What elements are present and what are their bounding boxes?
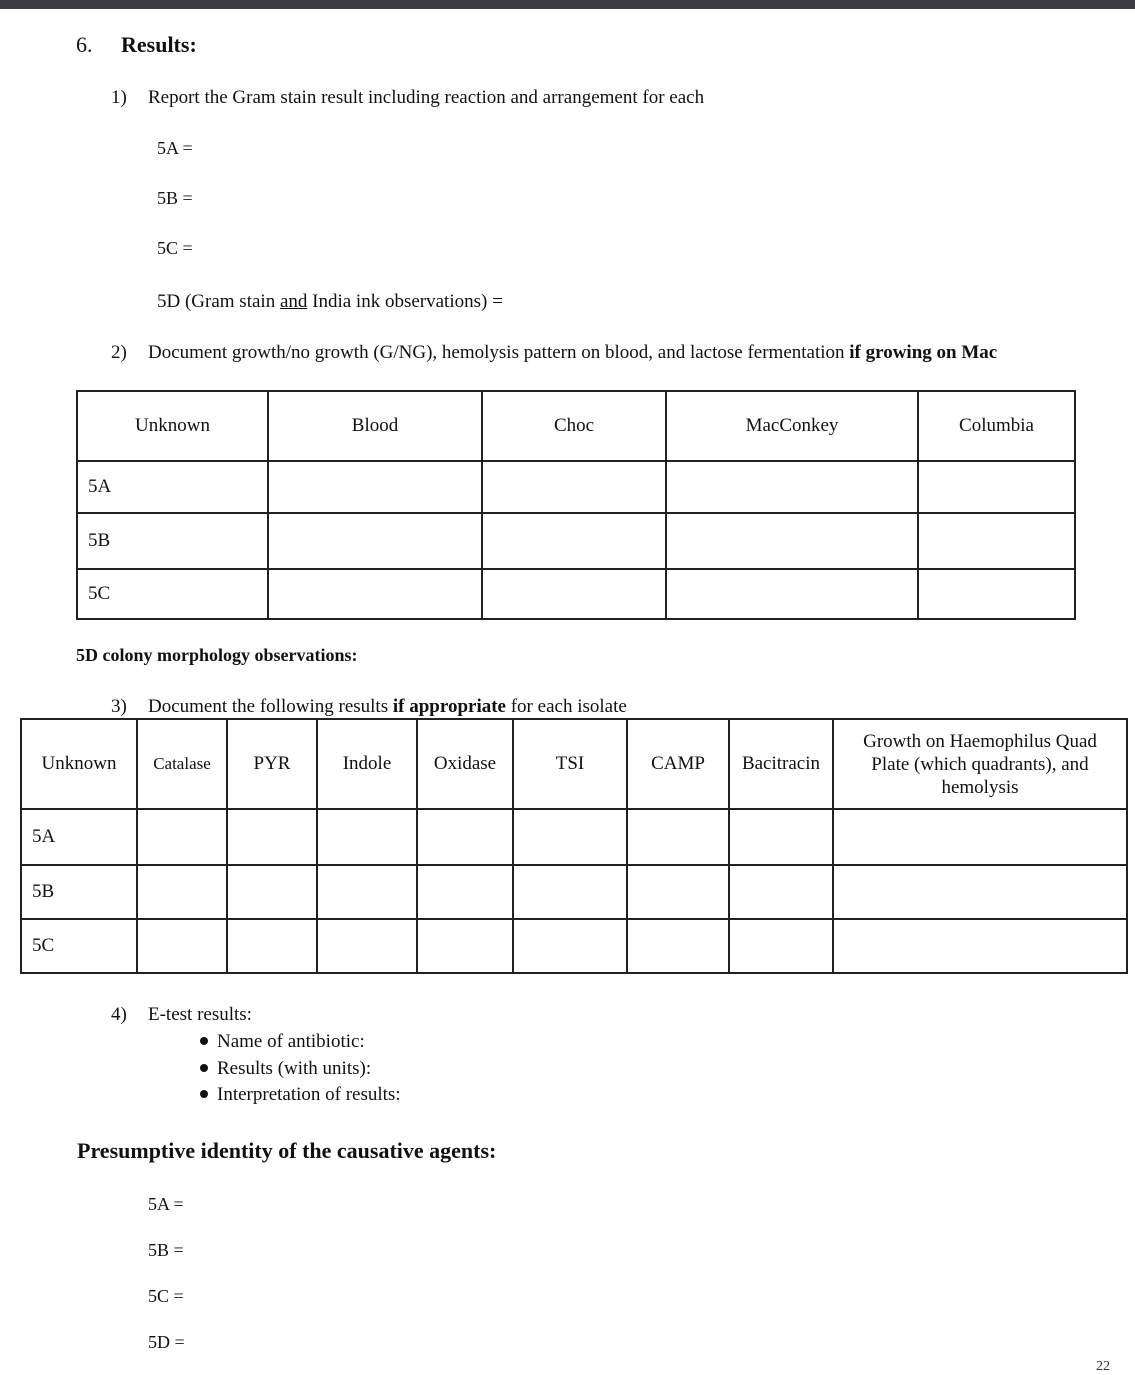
culture-row-label-5c: 5C <box>77 569 268 619</box>
q2-number: 2) <box>111 342 127 363</box>
biochem-cell[interactable] <box>729 865 833 919</box>
biochem-cell[interactable] <box>417 919 513 973</box>
bullet-icon <box>200 1064 208 1072</box>
biochem-cell[interactable] <box>317 919 417 973</box>
biochem-cell[interactable] <box>137 919 227 973</box>
biochem-cell[interactable] <box>833 919 1127 973</box>
identity-5a-line: 5A = <box>148 1194 184 1214</box>
biochem-row-label-5b: 5B <box>21 865 137 919</box>
q4-number: 4) <box>111 1004 127 1025</box>
q2-text-plain: Document growth/no growth (G/NG), hemolysis pattern on blood, and lactose fermentation <box>148 342 850 363</box>
culture-cell[interactable] <box>268 513 482 569</box>
biochem-cell[interactable] <box>513 865 627 919</box>
biochem-header-catalase: Catalase <box>137 719 227 809</box>
biochem-cell[interactable] <box>729 809 833 865</box>
biochem-cell[interactable] <box>137 809 227 865</box>
identity-5b-line: 5B = <box>148 1240 184 1260</box>
gram-5d-text-b: India ink observations) = <box>307 291 503 312</box>
section-number: 6. <box>76 32 93 57</box>
culture-table-header-row <box>77 391 1075 461</box>
identity-title: Presumptive identity of the causative agents: <box>77 1138 497 1163</box>
biochem-cell[interactable] <box>317 809 417 865</box>
q2-text <box>148 342 997 364</box>
biochem-header-camp: CAMP <box>627 719 729 809</box>
q3-text-plain: Document the following results <box>148 696 393 717</box>
culture-cell[interactable] <box>666 461 918 513</box>
etest-bullet <box>200 1058 371 1080</box>
biochem-cell[interactable] <box>627 865 729 919</box>
window-top-bar <box>0 0 1135 9</box>
biochem-header-tsi: TSI <box>513 719 627 809</box>
etest-bullet <box>200 1031 365 1053</box>
gram-5c-line: 5C = <box>157 238 193 258</box>
biochem-cell[interactable] <box>627 919 729 973</box>
morphology-label: 5D colony morphology observations: <box>76 645 358 665</box>
culture-header-columbia: Columbia <box>918 391 1075 461</box>
culture-table <box>76 390 1076 620</box>
biochem-header-bacitracin: Bacitracin <box>729 719 833 809</box>
biochem-table <box>20 718 1128 974</box>
etest-bullet-text: Results (with units): <box>217 1058 372 1079</box>
gram-5a-line: 5A = <box>157 138 193 158</box>
culture-row-label-5b: 5B <box>77 513 268 569</box>
culture-header-macconkey: MacConkey <box>666 391 918 461</box>
culture-cell[interactable] <box>268 461 482 513</box>
biochem-header-pyr: PYR <box>227 719 317 809</box>
biochem-header-indole: Indole <box>317 719 417 809</box>
q1-text: Report the Gram stain result including reaction and arrangement for each <box>148 87 705 108</box>
biochem-cell[interactable] <box>317 865 417 919</box>
biochem-row-label-5a: 5A <box>21 809 137 865</box>
biochem-cell[interactable] <box>417 809 513 865</box>
culture-cell[interactable] <box>918 569 1075 619</box>
biochem-table-row <box>21 865 1127 919</box>
biochem-header-oxidase: Oxidase <box>417 719 513 809</box>
biochem-header-haemophilus: Growth on Haemophilus Quad Plate (which quadrants), and hemolysis <box>833 719 1127 809</box>
biochem-cell[interactable] <box>513 919 627 973</box>
bullet-icon <box>200 1037 208 1045</box>
etest-bullet-text: Name of antibiotic: <box>217 1031 365 1052</box>
gram-5b-line: 5B = <box>157 188 193 208</box>
culture-header-choc: Choc <box>482 391 666 461</box>
biochem-cell[interactable] <box>833 809 1127 865</box>
biochem-table-row <box>21 809 1127 865</box>
culture-header-blood: Blood <box>268 391 482 461</box>
culture-cell[interactable] <box>918 513 1075 569</box>
section-title: Results: <box>121 32 197 57</box>
culture-table-row <box>77 513 1075 569</box>
biochem-table-header-row <box>21 719 1127 809</box>
culture-cell[interactable] <box>482 513 666 569</box>
gram-5d-line <box>157 291 503 313</box>
biochem-cell[interactable] <box>729 919 833 973</box>
biochem-cell[interactable] <box>833 865 1127 919</box>
identity-5c-line: 5C = <box>148 1286 184 1306</box>
q2-text-bold: if growing on Mac <box>849 342 998 363</box>
gram-5d-text-underlined: and <box>279 291 308 312</box>
biochem-cell[interactable] <box>417 865 513 919</box>
bullet-icon <box>200 1090 208 1098</box>
culture-cell[interactable] <box>268 569 482 619</box>
etest-bullet-text: Interpretation of results: <box>217 1084 401 1105</box>
etest-bullet <box>200 1084 401 1106</box>
biochem-table-row <box>21 919 1127 973</box>
q3-text <box>148 696 627 718</box>
biochem-cell[interactable] <box>227 809 317 865</box>
q1-number: 1) <box>111 87 127 108</box>
identity-5d-line: 5D = <box>148 1332 185 1352</box>
page-number: 22 <box>1096 1359 1110 1374</box>
q3-number: 3) <box>111 696 127 717</box>
culture-header-unknown: Unknown <box>77 391 268 461</box>
biochem-row-label-5c: 5C <box>21 919 137 973</box>
gram-5d-text-a: 5D (Gram stain <box>157 291 280 312</box>
biochem-cell[interactable] <box>227 919 317 973</box>
q3-text-bold: if appropriate <box>392 696 506 717</box>
culture-table-row <box>77 461 1075 513</box>
culture-row-label-5a: 5A <box>77 461 268 513</box>
biochem-cell[interactable] <box>627 809 729 865</box>
culture-cell[interactable] <box>482 461 666 513</box>
biochem-cell[interactable] <box>513 809 627 865</box>
culture-cell[interactable] <box>666 569 918 619</box>
biochem-cell[interactable] <box>137 865 227 919</box>
culture-table-row <box>77 569 1075 619</box>
culture-cell[interactable] <box>666 513 918 569</box>
culture-cell[interactable] <box>482 569 666 619</box>
biochem-cell[interactable] <box>227 865 317 919</box>
q4-text: E-test results: <box>148 1004 252 1025</box>
culture-cell[interactable] <box>918 461 1075 513</box>
q3-text-after: for each isolate <box>505 696 627 717</box>
biochem-header-unknown: Unknown <box>21 719 137 809</box>
